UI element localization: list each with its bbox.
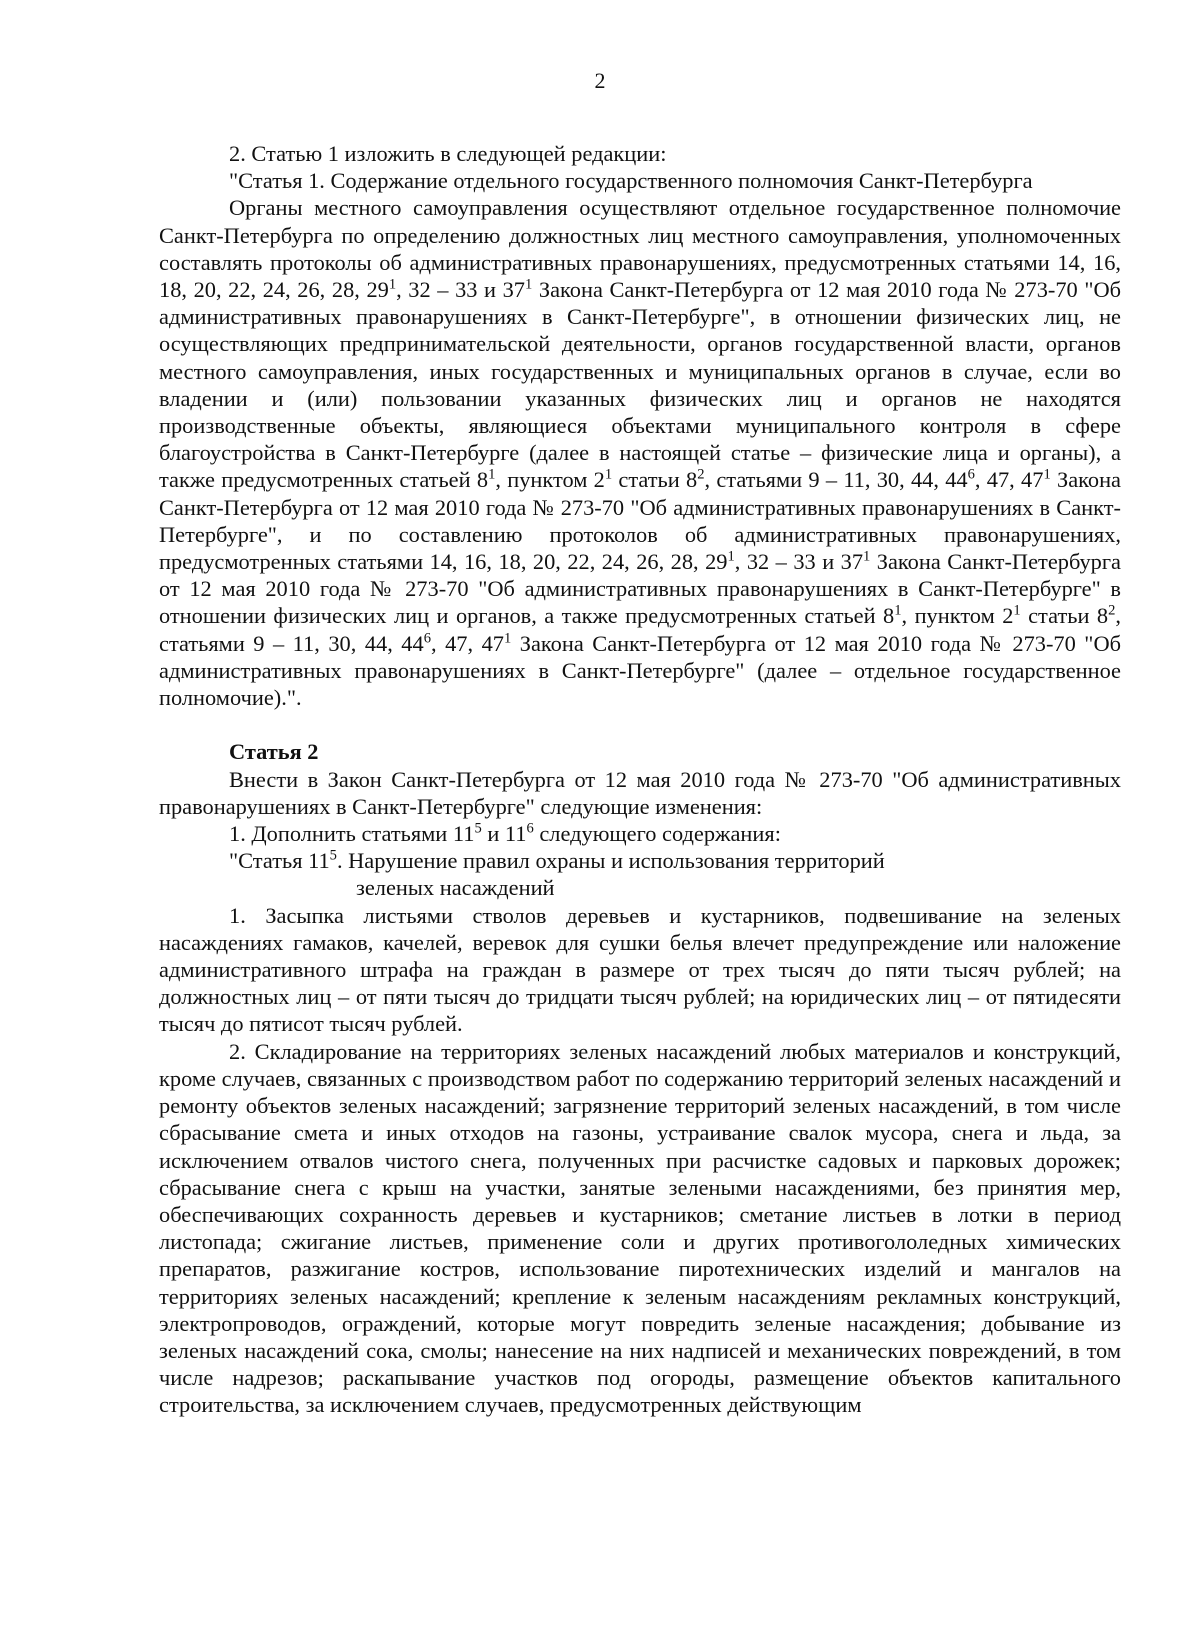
page-number: 2 (594, 68, 606, 93)
paragraph-part-2: 2. Складирование на территориях зеленых насаждений любых материалов и конструкций, кроме случаев, связанных с производством работ по содержанию территорий зеленых насаждений и ремонту объектов зеленых насаждений; загрязнение территорий зеленых насаждений, в том числе сбрасывание смета и иных отходов на газоны, устраивание свалок мусора, снега и льда, за исключением отвалов чистого снега, полученных при расчистке садовых и парковых дорожек; сбрасывание снега с крыш на участки, занятые зелеными насаждениями, без принятия мер, обеспечивающих сохранность деревьев и кустарников; сметание листьев в лотки в период листопада; сжигание листьев, применение соли и других противогололедных химических препаратов, разжигание костров, использование пиротехнических изделий и мангалов на территориях зеленых насаждений; крепление к зеленым насаждениям рекламных конструкций, электропроводов, ограждений, которые могут повредить зеленые насаждения; добывание из зеленых насаждений сока, смолы; нанесение на них надписей и механических повреждений, в том числе надрезов; раскапывание участков под огороды, размещение объектов капитального строительства, за исключением случаев, предусмотренных действующим (159, 1038, 1121, 1418)
paragraph-article-11-5-title-cont: зеленых насаждений (356, 875, 555, 901)
paragraph-part-1: 1. Засыпка листьями стволов деревьев и кустарников, подвешивание на зеленых насаждениях гамаков, качелей, веревок для сушки белья влечет предупреждение или наложение административного штрафа на граждан в размере от трех тысяч до пяти тысяч рублей; на должностных лиц – от пяти тысяч до тридцати тысяч рублей; на юридических лиц – от пятидесяти тысяч до пятисот тысяч рублей. (159, 902, 1121, 1037)
spacer (159, 711, 1121, 738)
paragraph-article-1-body: Органы местного самоуправления осуществляют отдельное государственное полномочие Санкт-Петербурга по определению должностных лиц местного самоуправления, уполномоченных составлять протоколы об административных правонарушениях, предусмотренных статьями 14, 16, 18, 20, 22, 24, 26, 28, $29^1$, 32 – 33 и $37^1$ Закона Санкт-Петербурга от 12 мая 2010 года № 273-70 "Об административных правонарушениях в Санкт-Петербурге", в отношении физических лиц, не осуществляющих предпринимательской деятельности, органов государственной власти, органов местного самоуправления, иных государственных и муниципальных органов в случае, если во владении и (или) пользовании указанных физических лиц и органов не находятся производственные объекты, являющиеся объектами муниципального контроля в сфере благоустройства в Санкт-Петербурге (далее в настоящей статье – физические лица и органы), а также предусмотренных статьей $8^1$, пунктом $2^1$ статьи $8^2$, статьями 9 – 11, 30, 44, $44^6$, 47, $47^1$ Закона Санкт-Петербурга от 12 мая 2010 года № 273-70 "Об административных правонарушениях в Санкт-Петербурге", и по составлению протоколов об административных правонарушениях, предусмотренных статьями 14, 16, 18, 20, 22, 24, 26, 28, $29^1$, 32 – 33 и $37^1$ Закона Санкт-Петербурга от 12 мая 2010 года № 273-70 "Об административных правонарушениях в Санкт-Петербурге" в отношении физических лиц и органов, а также предусмотренных статьей $8^1$, пунктом $2^1$ статьи $8^2$, статьями 9 – 11, 30, 44, $44^6$, 47, $47^1$ Закона Санкт-Петербурга от 12 мая 2010 года № 273-70 "Об административных правонарушениях в Санкт-Петербурге" (далее – отдельное государственное полномочие).". (159, 195, 1122, 711)
paragraph-article-1-title: "Статья 1. Содержание отдельного государственного полномочия Санкт-Петербурга (229, 168, 1033, 194)
paragraph-add-articles: 1. Дополнить статьями $11^5$ и $11^6$ следующего содержания: (229, 820, 781, 847)
paragraph-article-2-intro: Внести в Закон Санкт-Петербурга от 12 мая 2010 года № 273-70 "Об административных правонарушениях в Санкт-Петербурге" следующие изменения: (159, 766, 1121, 819)
paragraph-article-11-5-title: "Статья $11^5$. Нарушение правил охраны и использования территорий (229, 847, 885, 874)
document-body (159, 140, 1121, 1419)
paragraph-item-2: 2. Статью 1 изложить в следующей редакции: (229, 141, 667, 166)
heading-article-2: Статья 2 (229, 739, 319, 765)
